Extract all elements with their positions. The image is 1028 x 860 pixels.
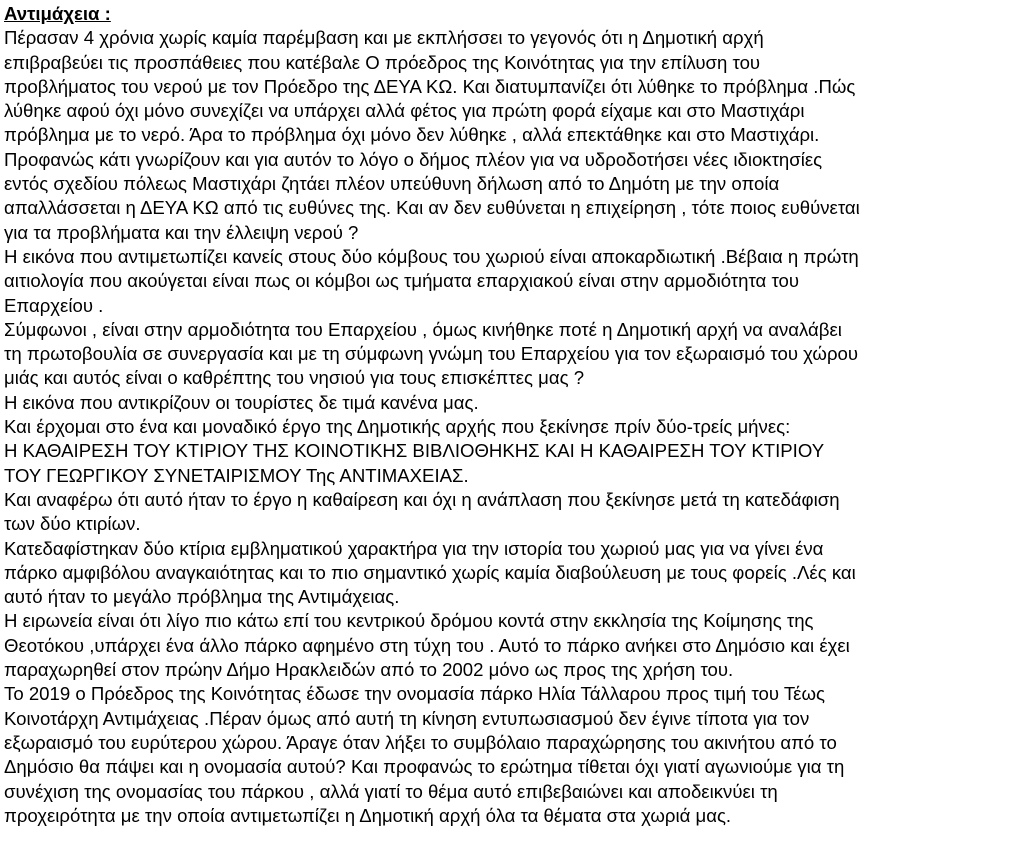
text-line: αυτό ήταν το μεγάλο πρόβλημα της Αντιμάχειας. [4,586,400,608]
text-line: Σύμφωνοι , είναι στην αρμοδιότητα του Επαρχείου , όμως κινήθηκε ποτέ η Δημοτική αρχή να αναλάβει [4,318,842,340]
text-line: παραχωρηθεί στον πρώην Δήμο Ηρακλειδών από το 2002 μόνο ως προς της χρήση του. [4,659,734,681]
text-line: Η εικόνα που αντιμετωπίζει κανείς στους δύο κόμβους του χωριού είναι αποκαρδιωτική .Βέβαια η πρώτη [4,245,859,267]
text-line: απαλλάσσεται η ΔΕΥΑ ΚΩ από τις ευθύνες της. Και αν δεν ευθύνεται η επιχείρηση , τότε ποιος ευθύνεται [4,197,860,219]
text-line: μιάς και αυτός είναι ο καθρέπτης του νησιού για τους επισκέπτες μας ? [4,367,585,389]
document-title: Αντιμάχεια : [4,3,111,24]
text-line: ΤΟΥ ΓΕΩΡΓΙΚΟΥ ΣΥΝΕΤΑΙΡΙΣΜΟΥ Της ΑΝΤΙΜΑΧΕΙΑΣ. [4,464,469,486]
text-line: των δύο κτιρίων. [4,513,141,535]
text-line: τη πρωτοβουλία σε συνεργασία και με τη σύμφωνη γνώμη του Επαρχείου για τον εξωραισμό του χώρου [4,343,859,365]
text-line: Κατεδαφίστηκαν δύο κτίρια εμβληματικού χαρακτήρα για την ιστορία του χωριού μας για να γίνει ένα [4,537,824,559]
text-line: εντός σχεδίου πόλεως Μαστιχάρι ζητάει πλέον υπεύθυνη δήλωση από το Δημότη με την οποία [4,173,780,195]
text-line: Κοινοτάρχη Αντιμάχειας .Πέραν όμως από αυτή τη κίνηση εντυπωσιασμού δεν έγινε τίποτα για τον [4,707,810,729]
text-line: Επαρχείου . [4,294,104,316]
text-line: επιβραβεύει τις προσπάθειες που κατέβαλε Ο πρόεδρος της Κοινότητας για την επίλυση του [4,51,761,73]
text-line: για τα προβλήματα και την έλλειψη νερού ? [4,221,359,243]
text-line: προβλήματος του νερού με τον Πρόεδρο της ΔΕΥΑ ΚΩ. Και διατυμπανίζει ότι λύθηκε το πρόβλημα .Πώς [4,75,856,97]
text-line: Η εικόνα που αντικρίζουν οι τουρίστες δε τιμά κανένα μας. [4,391,479,413]
text-line: πρόβλημα με το νερό. Άρα το πρόβλημα όχι μόνο δεν λύθηκε , αλλά επεκτάθηκε και στο Μαστιχάρι. [4,124,820,146]
document-page [4,2,1024,828]
text-line: Και αναφέρω ότι αυτό ήταν το έργο η καθαίρεση και όχι η ανάπλαση που ξεκίνησε μετά τη κατεδάφιση [4,488,840,510]
text-line: Πέρασαν 4 χρόνια χωρίς καμία παρέμβαση και με εκπλήσσει το γεγονός ότι η Δημοτική αρχή [4,27,764,49]
text-line: συνέχιση της ονομασίας του πάρκου , αλλά γιατί το θέμα αυτό επιβεβαιώνει και αποδεικνύει τη [4,780,778,802]
text-line: εξωραισμό του ευρύτερου χώρου. Άραγε όταν λήξει το συμβόλαιο παραχώρησης του ακινήτου από το [4,731,837,753]
text-line: πάρκο αμφιβόλου αναγκαιότητας και το πιο σημαντικό χωρίς καμία διαβούλευση με τους φορείς .Λές και [4,561,856,583]
text-line: Η ΚΑΘΑΙΡΕΣΗ ΤΟΥ ΚΤΙΡΙΟΥ ΤΗΣ ΚΟΙΝΟΤΙΚΗΣ ΒΙΒΛΙΟΘΗΚΗΣ ΚΑΙ Η ΚΑΘΑΙΡΕΣΗ ΤΟΥ ΚΤΙΡΙΟΥ [4,440,825,462]
text-line: λύθηκε αφού όχι μόνο συνεχίζει να υπάρχει αλλά φέτος για πρώτη φορά είχαμε και στο Μαστιχάρι [4,100,805,122]
text-line: Η ειρωνεία είναι ότι λίγο πιο κάτω επί του κεντρικού δρόμου κοντά στην εκκλησία της Κοίμησης της [4,610,814,632]
text-line: Και έρχομαι στο ένα και μοναδικό έργο της Δημοτικής αρχής που ξεκίνησε πρίν δύο-τρείς μήνες: [4,416,791,438]
text-line: Το 2019 ο Πρόεδρος της Κοινότητας έδωσε την ονομασία πάρκο Ηλία Τάλλαρου προς τιμή του Τέως [4,683,825,705]
text-line: Θεοτόκου ,υπάρχει ένα άλλο πάρκο αφημένο στη τύχη του . Αυτό το πάρκο ανήκει στο Δημόσιο και έχει [4,634,850,656]
text-line: προχειρότητα με την οποία αντιμετωπίζει η Δημοτική αρχή όλα τα θέματα στα χωριά μας. [4,804,732,826]
document-body [4,26,1024,828]
text-line: αιτιολογία που ακούγεται είναι πως οι κόμβοι ως τμήματα επαρχιακού είναι στην αρμοδιότητα του [4,270,800,292]
text-line: Προφανώς κάτι γνωρίζουν και για αυτόν το λόγο ο δήμος πλέον για να υδροδοτήσει νέες ιδιοκτησίες [4,148,823,170]
text-line: Δημόσιο θα πάψει και η ονομασία αυτού? Και προφανώς το ερώτημα τίθεται όχι γιατί αγωνιούμε για τη [4,756,845,778]
